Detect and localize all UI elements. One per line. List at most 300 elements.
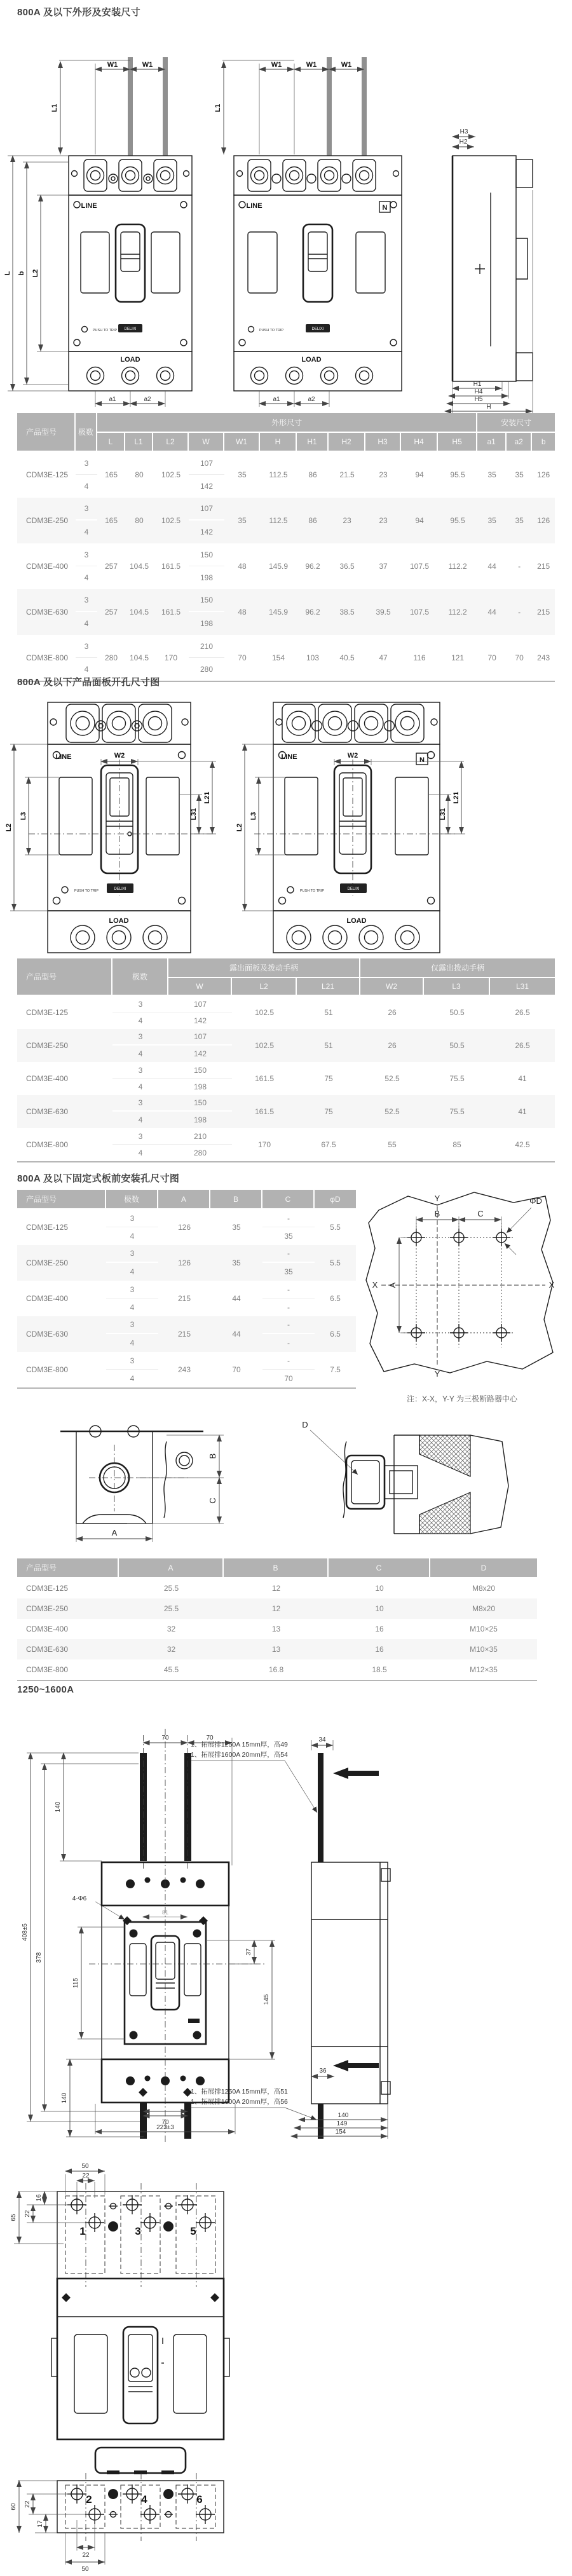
dim-label: a2 [144,396,151,403]
cell: 55 [388,1140,397,1149]
cell: 102.5 [254,1008,275,1017]
col-header: B [224,1558,329,1578]
col-header: B [210,1190,262,1210]
dim-label: 22 [24,2500,31,2508]
cell: 23 [329,498,365,543]
cell: 26 [360,1029,424,1062]
cell: 51 [297,1029,360,1062]
col-header: 极数 [112,958,168,996]
cell: 51 [324,1008,333,1017]
cell: 80 [125,498,153,543]
col-header: D [430,1558,537,1578]
col-header: H2 [329,433,365,452]
col-header: 极数 [76,413,97,452]
drawing-note: 注：X-X，Y-Y 为三极断路器中心 [407,1394,518,1403]
cell: 170 [164,653,178,662]
cell: 150 [168,1062,232,1079]
table-row [17,1639,537,1659]
cell: 32 [167,1625,176,1633]
line-label: LINE [81,202,97,210]
cell: 3 [106,1210,158,1227]
cell: 198 [200,573,214,582]
col-header: L2 [153,433,189,452]
cell-model: CDM3E-400 [26,1074,69,1083]
cell: 70 [487,653,496,662]
cell-model: CDM3E-800 [26,653,69,662]
table-header-row [17,1190,356,1210]
col-header: 产品型号 [17,413,76,452]
cell: - [262,1245,315,1263]
dim-label: L31 [439,808,447,821]
cell: 35 [284,1232,293,1241]
table-row [17,1062,555,1079]
cell: - [287,1303,290,1312]
section-title-mounting-holes: 800A 及以下固定式板前安装孔尺寸图 [17,1173,180,1184]
cell: 37 [379,562,388,571]
col-header: 极数 [106,1190,158,1210]
col-header: C [329,1558,430,1578]
cell: 161.5 [254,1074,275,1083]
dim-label: 36 [319,2068,327,2075]
cell: 126 [537,470,550,479]
cell: 94 [401,498,438,543]
cell: 150 [189,543,224,566]
dim-label: 115 [72,1978,79,1988]
cell: 4 [106,1334,158,1352]
dim-label: 4-Φ6 [72,1895,87,1902]
cell: 102.5 [153,498,189,543]
cell: 16 [375,1625,384,1633]
cell: 75.5 [424,1095,490,1128]
dim-label: 50 [81,2566,89,2573]
col-group-header: 安装尺寸 [477,413,555,433]
cell: 170 [257,1140,271,1149]
push-to-trip-label: PUSH TO TRIP [92,329,118,332]
table-header-row [17,1558,537,1578]
dim-label: L1 [214,104,222,112]
drawing-drill-template [0,2150,445,2576]
brand-logo: DELIXI [347,887,360,891]
cell-model: CDM3E-250 [17,498,76,543]
cell: 112.5 [269,470,288,479]
terminal-table [17,1558,537,1681]
table-row [17,543,555,566]
col-header: H [260,433,297,452]
dim-label: L2 [32,269,39,278]
cell: 142 [200,482,214,491]
col-header: H1 [297,433,329,452]
cell: 198 [193,1082,207,1091]
cell: 215 [537,562,550,571]
cell-model: CDM3E-250 [17,1245,106,1281]
cell: M8x20 [472,1584,496,1593]
cell: 4 [112,1112,168,1128]
cell-model: CDM3E-630 [17,1316,106,1352]
dim-label: 378 [36,1952,43,1963]
cell: 41 [490,1095,555,1128]
cell: 121 [451,653,465,662]
col-header: H5 [438,433,477,452]
cell: 142 [189,521,224,543]
cell: 4 [130,1232,135,1241]
dim-label: 65 [10,2214,17,2221]
dim-label: H1 [473,381,482,388]
cell: 96.2 [297,589,329,635]
axis-label: Y [434,1194,440,1203]
dim-label: H5 [474,396,483,403]
dim-label: L [4,271,11,276]
dim-label: ΦD [529,1196,542,1206]
cell: 6.5 [330,1294,341,1303]
cell: 35 [487,470,496,479]
cell: 198 [168,1112,232,1128]
cell: 95.5 [438,498,477,543]
col-header: W2 [360,978,424,996]
dim-label: a1 [273,396,280,403]
dim-label: L2 [236,823,243,832]
cell-model: CDM3E-630 [17,589,76,635]
col-header: A [119,1558,224,1578]
cell: 4 [130,1374,135,1383]
dim-label: 50 [81,2163,89,2170]
cell: 257 [104,562,118,571]
cell: 42.5 [515,1140,530,1149]
cell: 107 [168,1029,232,1046]
push-to-trip-label: PUSH TO TRIP [74,889,99,893]
cell: 161.5 [153,589,189,635]
cell: 198 [189,612,224,635]
col-group-header: 露出面板及拨动手柄 [168,958,360,978]
col-header: L31 [490,978,555,996]
cell: 96.2 [305,562,320,571]
col-header: L [97,433,125,452]
cell: 12 [271,1584,281,1593]
cell: 3 [76,635,97,658]
push-to-trip-label: PUSH TO TRIP [299,889,325,893]
cell: M10×25 [470,1625,498,1633]
drawing-1250-1600 [0,1710,572,2145]
dim-label: 154 [335,2129,346,2136]
cell: 13 [271,1625,281,1633]
cell: 107.5 [409,562,430,571]
dim-label: L2 [5,823,13,832]
table-row [17,452,555,475]
cell: 50.5 [424,1029,490,1062]
col-group-header: 外形尺寸 [97,413,477,433]
dim-label: A [111,1528,118,1537]
cell: 142 [168,1046,232,1062]
cell: 107 [189,498,224,521]
dim-label: a1 [109,396,116,403]
mounting-holes-table [17,1190,356,1389]
cell: 243 [537,653,550,662]
dim-label: 16 [36,2194,43,2202]
push-to-trip-label: PUSH TO TRIP [259,329,284,332]
cell: 70 [232,1365,241,1374]
dim-label: a2 [308,396,315,403]
dim-label: C [208,1497,217,1504]
col-header: a1 [477,433,507,452]
dim-label: H3 [460,128,468,135]
cell: 4 [84,665,89,674]
cell: 47 [379,653,388,662]
dim-label: 149 [336,2120,348,2127]
axis-label: X [548,1280,555,1290]
cell: 25.5 [119,1598,224,1619]
table-row [17,589,555,612]
cell: 85 [453,1140,461,1149]
cell: 4 [84,482,89,491]
table-row [17,1598,537,1619]
cell: 70 [515,653,524,662]
section-title-panel-cutout: 800A 及以下产品面板开孔尺寸图 [17,677,160,688]
cell: - [262,1210,315,1227]
terminal-number: 2 [86,2493,92,2505]
cell: 35 [262,1263,315,1281]
cell: 45.5 [163,1665,179,1674]
cell: 41 [518,1074,527,1083]
col-header: H3 [365,433,401,452]
table-row [17,635,555,658]
table-row [17,1659,537,1680]
cell: 5.5 [330,1223,341,1232]
cell: 18.5 [372,1665,387,1674]
cell: 4 [76,612,97,635]
cell: 107 [168,996,232,1012]
cell: M10×35 [430,1639,537,1659]
dim-label: L21 [453,791,460,804]
cell: 10 [375,1584,384,1593]
cell: - [262,1316,315,1334]
cell: 257 [97,589,125,635]
cell: 48 [238,562,247,571]
dim-label: 22 [82,2552,90,2559]
cell: 4 [106,1263,158,1281]
cell: 16 [329,1639,430,1659]
col-header: W1 [224,433,260,452]
note-text: 1、拓展排1600A 20mm厚，高54 [191,1751,288,1759]
terminal-number: 5 [190,2225,196,2237]
cell: 38.5 [329,589,365,635]
dim-label: H4 [474,388,483,395]
cell: 35 [224,498,260,543]
cell: - [262,1334,315,1352]
cell: 116 [413,653,426,662]
drawing-terminal-detail [0,1416,572,1555]
load-label: LOAD [120,356,140,364]
cell: 3 [76,452,97,475]
drawing-panel-cutout [0,693,572,958]
cell: 3 [106,1352,158,1370]
cell: 75 [324,1074,333,1083]
section-title-1250-1600: 1250~1600A [17,1684,74,1695]
terminal-number: 6 [196,2493,203,2505]
cell: 280 [104,653,118,662]
cell: 26.5 [515,1008,530,1017]
cell: 36.5 [339,562,355,571]
brand-logo: DELIXI [114,887,126,891]
cell: 150 [189,589,224,612]
table-row [17,1128,555,1145]
dim-label: 37 [245,1948,252,1956]
cell: 126 [532,498,555,543]
cell: 13 [224,1639,329,1659]
terminal-number: 4 [141,2493,147,2505]
col-header: L2 [232,978,297,996]
cell: 39.5 [365,589,401,635]
cell: 70 [284,1374,293,1383]
dim-label: L1 [51,104,58,112]
dim-label: 22 [24,2210,31,2218]
cell: 5.5 [315,1245,356,1281]
dim-label: A [388,1282,397,1288]
cell: 165 [104,470,118,479]
cell: 44 [487,562,496,571]
cell: - [518,562,521,571]
cell: 52.5 [360,1095,424,1128]
table-row [17,1619,537,1639]
cell: 4 [112,1046,168,1062]
table-header-row [17,958,555,978]
dim-label: C [477,1209,484,1218]
note-text: 1、拓展排1250A 15mm厚，高49 [191,1741,288,1748]
cell: 145.9 [268,562,289,571]
load-label: LOAD [109,917,129,925]
cell: 3 [76,543,97,566]
cell: 215 [532,589,555,635]
axis-label: Y [434,1369,440,1379]
cell: 35 [515,470,524,479]
line-label: LINE [281,753,297,761]
cell: - [507,589,532,635]
cell: 10 [329,1598,430,1619]
dim-label: D [302,1420,308,1429]
cell: 3 [76,498,97,521]
note-text: 1、拓展排1250A 15mm厚，高51 [191,2088,288,2096]
cell: 112.5 [260,498,297,543]
cell: 4 [138,1082,143,1091]
dim-label: L31 [190,808,198,821]
cell: 67.5 [321,1140,336,1149]
cell: 112.2 [438,589,477,635]
cell: 3 [76,589,97,612]
cell: 50.5 [449,1008,465,1017]
cell: 95.5 [450,470,465,479]
table-row [17,1578,537,1598]
cell: 210 [189,635,224,658]
col-header: 产品型号 [17,1190,106,1210]
col-header: W [189,433,224,452]
neutral-label: N [382,204,388,212]
cell: 102.5 [161,470,181,479]
col-group-header: 仅露出拨动手柄 [360,958,555,978]
cell: 86 [308,470,317,479]
line-label: LINE [55,753,72,761]
dim-label: 140 [61,2092,68,2104]
cell: 215 [177,1294,191,1303]
cell: 35 [477,498,507,543]
cell-model: CDM3E-250 [17,1598,119,1619]
cell: 26.5 [490,1029,555,1062]
col-header: H4 [401,433,438,452]
load-label: LOAD [346,917,367,925]
axis-label: X [372,1280,378,1290]
cell: 150 [168,1095,232,1112]
table-row [17,1245,356,1263]
cell: 94 [415,470,424,479]
col-header: L1 [125,433,153,452]
cell: 21.5 [339,470,355,479]
cell: 104.5 [129,653,149,662]
line-label: LINE [246,202,262,210]
cell: 4 [76,521,97,543]
cell: 107.5 [401,589,438,635]
dim-label: W1 [107,61,118,69]
cell: 16.8 [268,1665,284,1674]
dim-label: H2 [459,139,468,146]
cell: 126 [177,1223,191,1232]
dim-label: 81 [161,1909,169,1916]
col-header: A [158,1190,210,1210]
cell: 102.5 [232,1029,297,1062]
cell-model: CDM3E-125 [26,1223,69,1232]
cell: 112.2 [448,562,467,571]
cell: M8x20 [430,1598,537,1619]
dim-label: 145 [263,1994,270,2005]
cell: 104.5 [125,589,153,635]
cell: 126 [158,1245,210,1281]
cell: 35 [232,1223,241,1232]
dim-label: B [208,1453,217,1459]
dim-label: 70 [206,1734,214,1741]
cell: 75.5 [449,1074,465,1083]
cell: 280 [193,1148,207,1157]
col-header: L3 [424,978,490,996]
cell: 3 [106,1281,158,1298]
cell: 103 [306,653,320,662]
dim-label: 70 [161,1734,169,1741]
dim-label: 408±5 [22,1923,29,1941]
col-header: C [262,1190,315,1210]
dim-label: W1 [142,61,153,69]
cell-model: CDM3E-400 [26,562,69,571]
cell: 12 [224,1598,329,1619]
outline-dimensions-table [17,413,555,682]
cell: 107 [189,452,224,475]
cell: 35 [238,470,247,479]
table-row [17,996,555,1012]
note-text: 1、拓展排1600A 20mm厚，高56 [191,2098,288,2106]
cell: 3 [112,1029,168,1046]
table-header-row [17,433,555,452]
cell-model: CDM3E-250 [17,1029,112,1062]
cell-model: CDM3E-125 [26,1008,69,1017]
dim-label: 223±3 [156,2124,174,2131]
col-header: b [532,433,555,452]
cell: 35 [210,1245,262,1281]
cell: 142 [193,1016,207,1025]
dim-label: W1 [341,61,352,69]
cell: 86 [297,498,329,543]
cell-model: CDM3E-630 [17,1095,112,1128]
cell-model: CDM3E-800 [26,1140,69,1149]
cell: 75 [297,1095,360,1128]
cell: 26 [388,1008,397,1017]
cell-model: CDM3E-125 [26,1584,69,1593]
drawing-outline-views [0,35,572,413]
brand-logo: DELIXI [124,327,137,331]
cell: 40.5 [339,653,355,662]
